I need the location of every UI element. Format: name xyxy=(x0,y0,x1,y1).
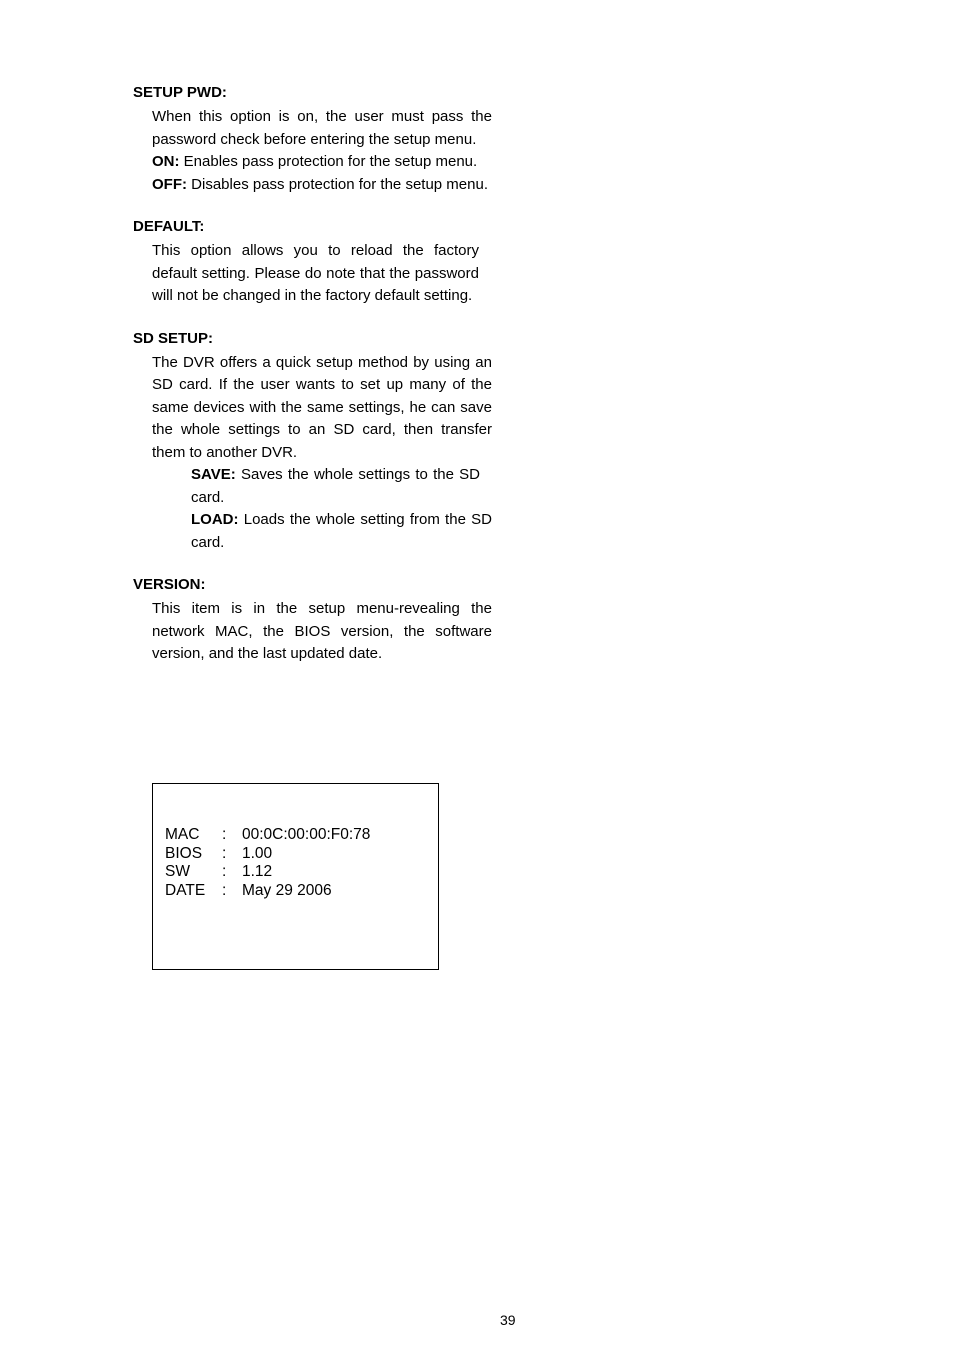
version-separator: : xyxy=(222,826,227,843)
off-text: Disables pass protection for the setup menu. xyxy=(187,175,488,193)
version-row-mac xyxy=(165,826,370,845)
version-row-sw xyxy=(165,863,370,882)
default-description: This option allows you to reload the factory default setting. Please do note that the password will not be changed in the factory default setting. xyxy=(152,242,479,304)
document-body xyxy=(133,84,493,688)
page-number: 39 xyxy=(500,1312,516,1328)
version-separator: : xyxy=(222,844,227,862)
version-info-box xyxy=(152,783,439,970)
version-separator: : xyxy=(222,863,227,880)
heading-default: DEFAULT: xyxy=(133,218,205,235)
load-text: Loads the whole setting from the SD card. xyxy=(191,511,492,551)
section-default xyxy=(133,218,493,308)
sd-setup-save-option xyxy=(191,464,480,509)
version-value: 00:0C:00:00:F0:78 xyxy=(242,826,371,843)
on-text: Enables pass protection for the setup menu. xyxy=(179,153,478,170)
sd-setup-description: The DVR offers a quick setup method by using an SD card. If the user wants to set up many of the same devices with the same settings, he can save the whole settings to an SD card, then transfer them to another DVR. xyxy=(152,353,492,461)
off-label: OFF: xyxy=(152,175,187,193)
setup-pwd-on-option xyxy=(152,151,518,174)
section-sd-setup xyxy=(133,330,493,555)
version-value: 1.00 xyxy=(242,844,273,862)
load-label: LOAD: xyxy=(191,511,239,528)
heading-version: VERSION: xyxy=(133,576,206,593)
sd-setup-load-option xyxy=(191,509,492,554)
version-key: MAC xyxy=(165,826,200,843)
version-key: DATE xyxy=(165,881,206,899)
version-value: May 29 2006 xyxy=(242,881,332,899)
heading-setup-pwd: SETUP PWD: xyxy=(133,84,227,101)
section-setup-pwd xyxy=(133,84,493,196)
setup-pwd-description: When this option is on, the user must pass the password check before entering the setup menu. xyxy=(152,108,492,148)
section-version xyxy=(133,576,493,666)
save-text: Saves the whole settings to the SD card. xyxy=(191,466,480,506)
version-info-table xyxy=(165,826,370,900)
version-row-date xyxy=(165,882,370,901)
on-label: ON: xyxy=(152,153,180,170)
setup-pwd-off-option xyxy=(152,174,518,197)
version-key: BIOS xyxy=(165,844,203,862)
save-label: SAVE: xyxy=(191,466,236,483)
heading-sd-setup: SD SETUP: xyxy=(133,329,214,347)
version-value: 1.12 xyxy=(242,863,273,880)
version-row-bios xyxy=(165,845,370,864)
version-description: This item is in the setup menu-revealing the network MAC, the BIOS version, the software version, and the last updated date. xyxy=(152,600,492,662)
version-separator: : xyxy=(222,881,227,899)
version-key: SW xyxy=(165,863,190,880)
